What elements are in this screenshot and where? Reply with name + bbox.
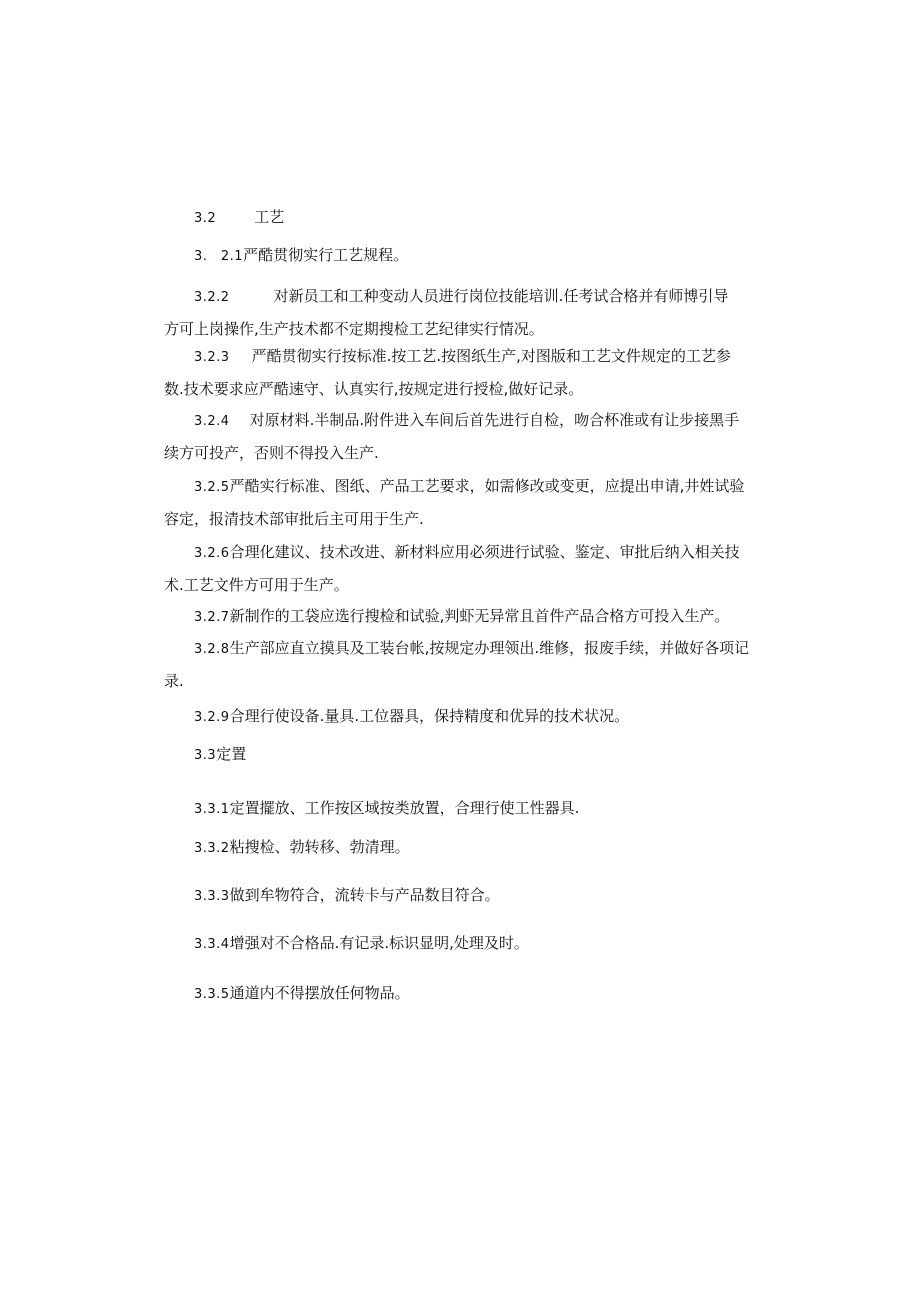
item-text-line2: 方可上岗操作,生产技术都不定期搜检工艺纪律实行情况。 [164, 320, 544, 338]
item-text: 合理行使设备.量具.工位器具，保持精度和优异的技术状况。 [229, 707, 630, 725]
item-3-2-3 [164, 340, 766, 406]
heading-number: 3.3 [194, 748, 217, 763]
item-text: 做到牟物符合，流转卡与产品数目符合。 [229, 886, 500, 904]
item-3-2-9 [194, 707, 629, 727]
item-number: 3.3.2 [194, 841, 230, 856]
item-3-2-5 [164, 470, 766, 536]
item-number: 3.3.5 [194, 987, 230, 1002]
item-3-3-3 [194, 886, 500, 906]
item-number: 3.3.4 [194, 937, 230, 952]
item-3-2-8 [164, 632, 766, 698]
heading-title: 工艺 [254, 208, 285, 226]
item-text-line1: 对原材料.半制品.附件进入车间后首先进行自检，吻合杯准或有让步接黑手 [249, 411, 740, 429]
item-number: 3.2.6 [194, 546, 230, 561]
item-number: 3.2.7 [194, 610, 230, 625]
item-text-line1: 对新员工和工种变动人员进行岗位技能培训.任考试合格并有师博引导 [273, 287, 729, 305]
item-text: 增强对不合格品.有记录.标识显明,处理及时。 [229, 934, 529, 952]
item-number: 3.2.3 [194, 350, 230, 365]
heading-3-3 [194, 745, 246, 765]
heading-3-2 [194, 208, 284, 228]
heading-number: 3.2 [194, 211, 217, 226]
item-text-line1: 合理化建议、技术改进、新材料应用必须进行试验、鉴定、审批后纳入相关技 [229, 543, 740, 561]
item-number: 3.2.4 [194, 414, 230, 429]
item-text-line1: 严酷实行标准、图纸、产品工艺要求，如需修改或变更，应提出申请,井姓试验 [229, 477, 745, 495]
item-text: 新制作的工袋应选行搜检和试验,判虾无异常且首件产品合格方可投入生产。 [229, 607, 730, 625]
item-number: 3.3.1 [194, 802, 230, 817]
heading-title: 定置 [216, 745, 247, 763]
item-text-line2: 续方可投产，否则不得投入生产. [164, 444, 379, 462]
item-text-line1: 生产部应直立摸具及工装台帐,按规定办理领出.维修，报废手续，并做好各项记 [229, 639, 750, 657]
item-number: 3. 2.1 [194, 249, 244, 264]
item-number: 3.2.5 [194, 480, 230, 495]
item-3-2-4 [164, 404, 766, 470]
item-number: 3.2.9 [194, 710, 230, 725]
item-3-3-1 [194, 799, 579, 819]
item-3-2-7 [194, 607, 729, 627]
item-3-3-5 [194, 984, 410, 1004]
item-text: 严酷贯彻实行工艺规程。 [243, 246, 409, 264]
item-text: 通道内不得摆放任何物品。 [229, 984, 410, 1002]
item-number: 3.3.3 [194, 889, 230, 904]
item-3-2-1 [194, 246, 408, 266]
item-number: 3.2.8 [194, 642, 230, 657]
item-text-line2: 容定，报清技术部审批后主可用于生产. [164, 510, 424, 528]
item-text: 定置擺放、工作按区域按类放置，合理行使工性器具. [229, 799, 580, 817]
item-text-line2: 录. [164, 672, 184, 690]
item-text-line1: 严酷贯彻实行按标准.按工艺.按图纸生产,对图版和工艺文件规定的工艺参 [251, 347, 731, 365]
item-3-2-2 [164, 280, 766, 346]
item-3-2-6 [164, 536, 766, 602]
item-3-3-4 [194, 934, 529, 954]
item-number: 3.2.2 [194, 290, 230, 305]
item-text-line2: 术.工艺文件方可用于生产。 [164, 576, 349, 594]
item-3-3-2 [194, 838, 410, 858]
item-text-line2: 数.技术要求应严酷速守、认真实行,按规定进行授检,做好记录。 [164, 380, 584, 398]
item-text: 粘搜检、勃转移、勃清理。 [229, 838, 410, 856]
